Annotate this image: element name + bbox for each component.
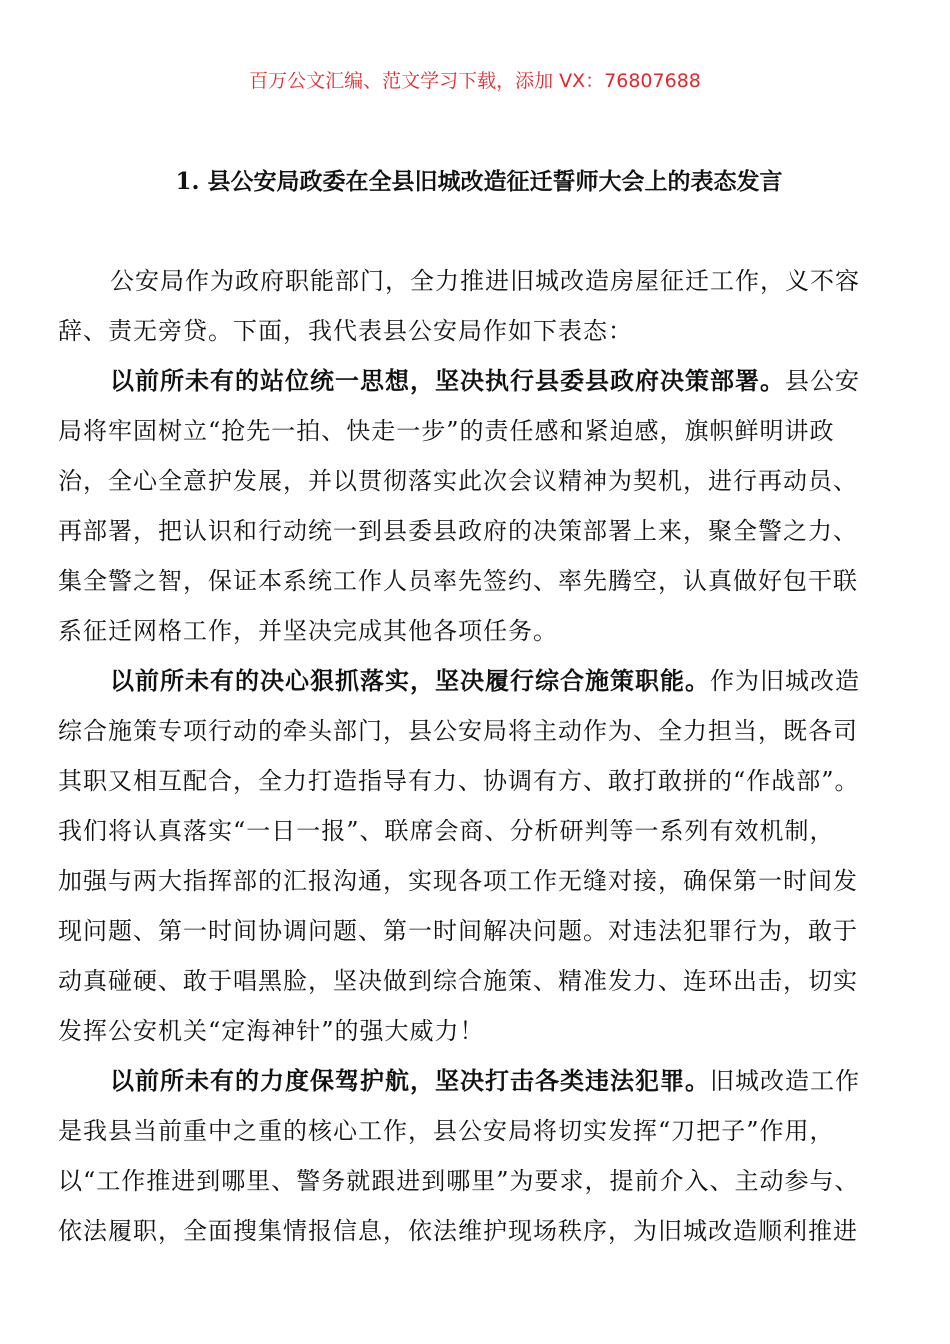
line-text: 辞、责无旁贷。下面，我代表县公安局作如下表态：	[58, 317, 633, 345]
text-line	[58, 506, 908, 556]
text-line	[58, 856, 908, 906]
document-body	[58, 256, 908, 1256]
line-text: 是我县当前重中之重的核心工作，县公安局将切实发挥“刀把子”作用，	[58, 1117, 835, 1145]
text-line	[58, 1206, 908, 1256]
text-line	[58, 456, 908, 506]
bold-lead: 以前所未有的力度保驾护航，坚决打击各类违法犯罪。	[110, 1066, 710, 1095]
bold-lead: 以前所未有的决心狠抓落实，坚决履行综合施策职能。	[110, 666, 710, 695]
text-line	[58, 956, 908, 1006]
text-line	[58, 1156, 908, 1206]
text-line	[58, 406, 908, 456]
line-text: 其职又相互配合，全力打造指导有力、协调有方、敢打敢拼的“作战部”。	[58, 767, 860, 795]
text-line	[58, 756, 908, 806]
text-line	[58, 1006, 908, 1056]
watermark-banner: 百万公文汇编、范文学习下载，添加 VX：76807688	[249, 70, 701, 92]
line-text: 治，全心全意护发展，并以贯彻落实此次会议精神为契机，进行再动员、	[58, 467, 858, 495]
text-line	[58, 906, 908, 956]
text-line	[58, 356, 908, 406]
line-text: 系征迁网格工作，并坚决完成其他各项任务。	[58, 617, 558, 645]
text-line	[58, 706, 908, 756]
text-line	[58, 256, 908, 306]
line-text: 现问题、第一时间协调问题、第一时间解决问题。对违法犯罪行为，敢于	[58, 917, 858, 945]
text-line	[58, 1056, 908, 1106]
line-text: 再部署，把认识和行动统一到县委县政府的决策部署上来，聚全警之力、	[58, 517, 858, 545]
text-line	[58, 806, 908, 856]
line-text: 加强与两大指挥部的汇报沟通，实现各项工作无缝对接，确保第一时间发	[58, 867, 858, 895]
bold-lead: 以前所未有的站位统一思想，坚决执行县委县政府决策部署。	[110, 366, 785, 395]
line-text: 县公安	[785, 367, 860, 395]
line-text: 发挥公安机关“定海神针”的强大威力！	[58, 1017, 485, 1045]
line-text: 集全警之智，保证本系统工作人员率先签约、率先腾空，认真做好包干联	[58, 567, 858, 595]
line-text: 综合施策专项行动的牵头部门，县公安局将主动作为、全力担当，既各司	[58, 717, 858, 745]
line-text: 我们将认真落实“一日一报”、联席会商、分析研判等一系列有效机制，	[58, 817, 835, 845]
text-line	[58, 1106, 908, 1156]
line-text: 局将牢固树立“抢先一拍、快走一步”的责任感和紧迫感，旗帜鲜明讲政	[58, 417, 835, 445]
line-text: 依法履职，全面搜集情报信息，依法维护现场秩序，为旧城改造顺利推进	[58, 1217, 858, 1245]
text-line	[58, 556, 908, 606]
line-text: 旧城改造工作	[710, 1067, 860, 1095]
line-text: 以“工作推进到哪里、警务就跟进到哪里”为要求，提前介入、主动参与、	[58, 1167, 860, 1195]
text-line	[58, 306, 908, 356]
document-title: 1. 县公安局政委在全县旧城改造征迁誓师大会上的表态发言	[175, 168, 783, 195]
text-line	[58, 656, 908, 706]
line-text: 作为旧城改造	[710, 667, 860, 695]
line-text: 动真碰硬、敢于唱黑脸，坚决做到综合施策、精准发力、连环出击，切实	[58, 967, 858, 995]
text-line	[58, 606, 908, 656]
line-text: 公安局作为政府职能部门，全力推进旧城改造房屋征迁工作，义不容	[110, 267, 860, 295]
